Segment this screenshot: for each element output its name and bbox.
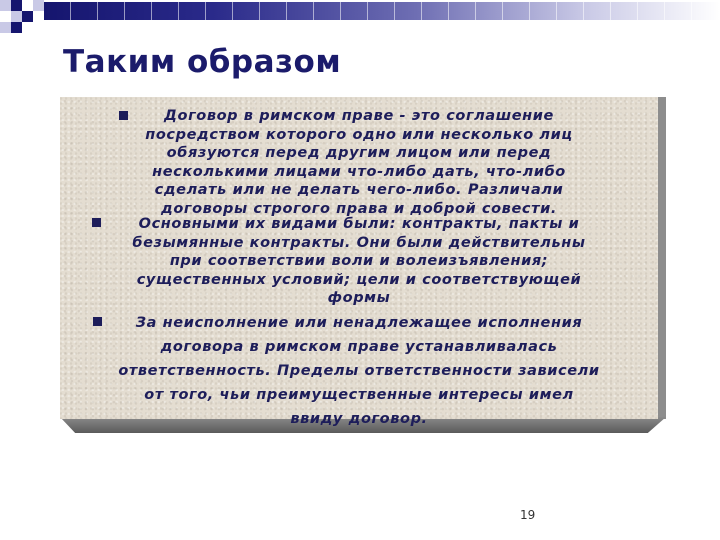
header-band-stripes (44, 2, 720, 20)
deco-square (22, 0, 33, 11)
bullet-item-line: ввиду договор. (290, 411, 428, 427)
deco-square (0, 22, 11, 33)
deco-square (11, 22, 22, 33)
bullet-item-line: договоры строгого права и доброй совести. (161, 200, 557, 217)
deco-square (33, 0, 44, 11)
bullet-item-line: безымянные контракты. Они были действительны (132, 234, 586, 251)
page-number: 19 (520, 508, 536, 522)
stone-panel (60, 97, 666, 433)
bullet-item-3 (60, 311, 658, 431)
bullet-item-line: существенных условий; цели и соответствующей (136, 271, 582, 288)
bullet-item-line: от того, чьи преимущественные интересы имел (144, 387, 574, 403)
header-decoration (0, 0, 720, 40)
bullet-item-line: договора в римском праве устанавливалась (160, 339, 558, 355)
bullet-item-line: сделать или не делать чего-либо. Различали (154, 182, 564, 199)
bullet-item-line: ответственность. Пределы ответственности зависели (118, 363, 600, 379)
bullet-item-2 (60, 215, 658, 308)
bullet-item-line: обязуются перед другим лицом или перед (166, 145, 552, 162)
bullet-item-line: несколькими лицами что-либо дать, что-либо (152, 163, 566, 180)
deco-square (22, 11, 33, 22)
bullet-item-line: Договор в римском праве - это соглашение (164, 108, 554, 124)
bullet-item-1 (60, 107, 658, 219)
bullet-item-line: формы (327, 290, 391, 307)
deco-square (11, 0, 22, 11)
bullet-item-line: За неисполнение или ненадлежащее исполнения (135, 315, 583, 331)
deco-square (11, 11, 22, 22)
bullet-item-line: Основными их видами были: контракты, пакты и (138, 216, 580, 232)
deco-square (0, 0, 11, 11)
deco-square (0, 11, 11, 22)
slide-title: Таким образом (63, 44, 342, 80)
panel-surface (60, 97, 658, 427)
bullet-item-line: при соответствии воли и волеизъявления; (169, 253, 549, 270)
bullet-item-line: посредством которого одно или несколько лиц (145, 126, 573, 143)
